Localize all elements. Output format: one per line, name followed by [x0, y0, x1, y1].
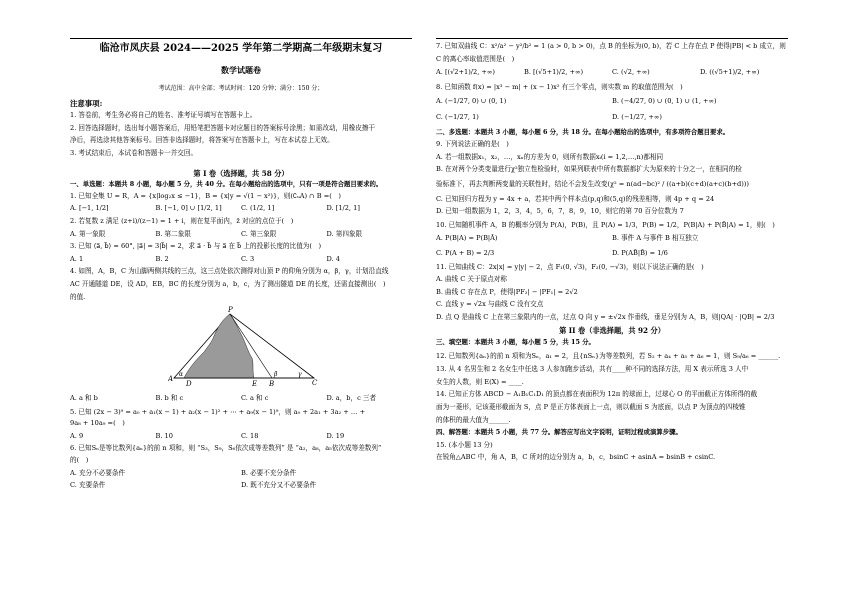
- label-gamma: γ: [298, 371, 302, 379]
- option: A. 第一象限: [70, 229, 106, 238]
- option: B. 2: [155, 254, 169, 263]
- q5-stem-line: 9a₈ + 10a₉ =( ): [70, 419, 125, 428]
- section3-heading: 三、填空题：本题共 3 小题，每小题 5 分，共 15 分。: [436, 338, 595, 347]
- option: A. a 和 b: [70, 394, 98, 403]
- option: B. (−4/27, 0) ∪ (0, 1) ∪ (1, +∞): [612, 97, 717, 106]
- q1-stem: 1. 已知全集 U = R，A = {x|log₂x ≤ −1}，B = {x|y = √(1 − x²)}，则(∁ᵤA) ∩ B =( ): [70, 191, 341, 200]
- option: A. [(√2+1)/2, +∞): [436, 68, 495, 77]
- label-B: B: [269, 380, 275, 387]
- option: B. [−1, 0] ∪ [1/2, 1]: [155, 204, 222, 213]
- right-column: [436, 42, 788, 463]
- section4-heading: 四、解答题：本题共 5 小题，共 77 分。解答应写出文字说明，证明过程或演算步骤。: [436, 428, 682, 437]
- option: A. 充分不必要条件: [70, 468, 126, 477]
- q3-options: [70, 255, 412, 265]
- mountain-figure: [70, 306, 412, 418]
- option: D. 4: [326, 254, 340, 263]
- option: A. (−1/27, 0) ∪ (0, 1): [436, 97, 507, 106]
- q11-line: 11. 已知曲线 C：2x|x| = y|y| − 2，点 F₁(0, √3)，F₂(0, −√3)，则以下说法正确的是( ): [436, 262, 704, 271]
- option: A. 1: [70, 254, 84, 263]
- option: D. P(AB̄|B̄) = 1/6: [612, 248, 668, 257]
- q9-line: B. 在对两个分类变量进行χ²独立性检验时，如果列联表中所有数据都扩大为原来的十分之一，在相同的检: [436, 165, 742, 174]
- option: A. [−1, 1/2]: [70, 204, 109, 213]
- label-E: E: [252, 380, 258, 387]
- q10-options-row1: [436, 234, 788, 244]
- q14-line: 面为一菱形，记该菱形截面为 S，点 P 是正方体表面上一点，则以截面 S 为底面，以点 P 为顶点的四棱锥: [436, 403, 746, 412]
- label-C: C: [312, 379, 318, 387]
- q11-line: B. 曲线 C 存在点 P，使得|PF₂| − |PF₁| = 2√2: [436, 287, 578, 296]
- option: C. (1/2, 1]: [241, 204, 275, 213]
- q7-stem-line: 7. 已知双曲线 C：x²/a² − y²/b² = 1 (a > 0, b > 0)，点 B 的坐标为(0, b)，若 C 上存在点 P 使得|PB| < b 成立，则: [436, 42, 786, 50]
- q11-line: C. 直线 y = √2x 与曲线 C 没有交点: [436, 300, 544, 309]
- q9-line: C. 已知回归方程为 y = 4x + a，若其中两个样本点(p,q)和(5,q)的残差相等，则 4p + q = 24: [436, 194, 715, 203]
- option: B. [(√5+1)/2, +∞): [524, 68, 584, 77]
- q15-line: 在锐角△ABC 中，角 A，B，C 所对的边分别为 a，b，c，bsinC + asinA = bsinB + csinC.: [436, 453, 716, 462]
- exam-subtitle: 数学试题卷: [221, 65, 261, 75]
- q5-options: [70, 432, 412, 442]
- notice-item: 净后，再选涂其他答案标号。回答非选择题时，将答案写在答题卡上，写在本试卷上无效。: [70, 136, 334, 145]
- q9-line: 验标准下，再去判断两变量的关联性时，结论不会发生改变(χ² = n(ad−bc)² / ((a+b)(c+d)(a+c)(b+d))): [436, 179, 749, 188]
- q12-stem: 12. 已知数列{aₙ}的前 n 项和为Sₙ，a₁ = 2，且{nSₙ}为等差数列，若 S₂ + a₄ + a₅ + a₆ = 1，则 S₉/a₆ = ______.: [436, 351, 781, 360]
- section1-heading: 一、单选题：本题共 8 小题，每小题 5 分，共 40 分。在每小题给出的选项中，只有一项是符合题目要求的。: [70, 180, 383, 189]
- option: B. b 和 c: [155, 394, 184, 403]
- q9-line: D. 已知一组数据为 1，2，3，4，5，6，7，8，9，10，则它的第 70 百分位数为 7: [436, 207, 684, 216]
- q9-line: 9. 下列说法正确的是( ): [436, 140, 509, 149]
- option: B. 10: [155, 431, 173, 440]
- option: D. [1/2, 1]: [326, 204, 360, 213]
- left-column: [70, 36, 412, 491]
- part1-heading: 第 I 卷（选择题，共 58 分）: [193, 168, 289, 178]
- q1-options: [70, 204, 412, 214]
- label-P: P: [228, 306, 233, 315]
- notice-heading: 注意事项:: [70, 98, 103, 108]
- q9-line: A. 若一组数据x₁，x₂，…，xₙ的方差为 0，则所有数据xᵢ(i = 1,2,…,n)都相同: [436, 152, 664, 161]
- option: C. (−1/27, 1): [436, 112, 479, 121]
- option: B. 事件 A 与事件 B 相互独立: [612, 234, 699, 243]
- q6-stem-line: 6. 已知Sₙ是等比数列{aₙ}的前 n 项和，则 “S₃，S₉，S₆依次成等差数列” 是 “a₂，a₈，a₅依次成等差数列”: [70, 444, 382, 453]
- q14-line: 的体积的最大值为______.: [436, 415, 511, 424]
- q7-options: [436, 68, 788, 78]
- q4-stem-line: 的值.: [70, 292, 86, 301]
- exam-title: 临沧市凤庆县 2024——2025 学年第二学期高二年级期末复习: [99, 43, 383, 54]
- q4-stem-line: AC 开通隧道 DE，设 AD，EB，BC 的长度分别为 a，b，c，为了测出隧道 DE 的长度，还需直接测出( ): [70, 279, 386, 288]
- q8-stem: 8. 已知函数 f(x) = |x³ − m| + (x − 1)x² 有三个零点，则实数 m 的取值范围为( ): [436, 82, 683, 91]
- option: D. a，b，c 三者: [326, 394, 377, 403]
- label-alpha: α: [179, 371, 184, 379]
- exam-info: 考试范围：高中全部；考试时间：120 分钟；满分：150 分；: [158, 85, 324, 92]
- header-rule-right: [436, 38, 788, 39]
- option: C. a 和 c: [241, 394, 269, 403]
- q6-options-row1: [70, 469, 412, 479]
- q6-stem-line: 的( ): [70, 456, 89, 465]
- option: A. 9: [70, 431, 84, 440]
- q8-options-row2: [436, 113, 788, 123]
- q6-options-row2: [70, 481, 412, 491]
- q3-stem: 3. 已知 ⟨a⃗, b⃗⟩ = 60°, |a⃗| = 3|b⃗| = 2，求 a⃗ · b⃗ 与 a⃗ 在 b⃗ 上的投影长度的比值为( ): [70, 242, 322, 251]
- q10-options-row2: [436, 249, 788, 259]
- q7-stem-line: C 的离心率取值范围是( ): [436, 54, 515, 63]
- option: C. 3: [241, 254, 255, 263]
- option: B. 必要不充分条件: [241, 468, 297, 477]
- option: D. (−1/27, +∞): [612, 112, 662, 121]
- option: D. 第四象限: [326, 229, 363, 238]
- option: C. 充要条件: [70, 481, 106, 490]
- notice-item: 1. 答卷前，考生务必将自己的姓名、准考证号填写在答题卡上。: [70, 111, 257, 120]
- q10-stem: 10. 已知随机事件 A，B 的概率分别为 P(A)，P(B)，且 P(A) = 1/3，P(B) = 1/2，P(B|A) + P(B̄|A) = 1，则( ): [436, 220, 775, 229]
- q8-options-row1: [436, 97, 788, 107]
- option: C. P(A + B) = 2/3: [436, 248, 495, 257]
- q13-line: 13. 从 4 名男生和 2 名女生中任选 3 人参加跑步活动，共有____种不同的选择方法，用 X 表示所选 3 人中: [436, 365, 749, 374]
- label-beta: β: [274, 371, 278, 379]
- q2-options: [70, 230, 412, 240]
- q5-stem-line: 5. 已知 (2x − 3)⁹ = a₀ + a₁(x − 1) + a₂(x − 1)² + ⋯ + a₉(x − 1)⁹，则 a₀ + 2a₁ + 3a₂ + … +: [70, 407, 366, 416]
- notice-item: 2. 回答选择题时，选出每小题答案后，用铅笔把答题卡对应题目的答案标号涂黑；如需改动，用橡皮擦干: [70, 123, 376, 132]
- option: D. 既不充分又不必要条件: [241, 481, 317, 490]
- option: C. 第三象限: [241, 229, 277, 238]
- option: C. (√2, +∞): [612, 68, 650, 77]
- option: D. ((√5+1)/2, +∞): [700, 68, 760, 77]
- q2-stem: 2. 若复数 z 满足 (z+i)/(z−1) = 1 + i，则在复平面内，z̄ 对应的点位于( ): [70, 216, 294, 225]
- q15-line: 15. (本小题 13 分): [436, 440, 493, 449]
- q13-line: 女生的人数，则 E(X) = ____.: [436, 377, 524, 386]
- q14-line: 14. 已知正方体 ABCD − A₁B₁C₁D₁ 的顶点都在表面积为 12π 的球面上，过球心 O 的平面截正方体所得的截: [436, 390, 758, 399]
- option: C. 18: [241, 431, 259, 440]
- label-A: A: [168, 375, 174, 384]
- notice-item: 3. 考试结束后，本试卷和答题卡一并交回。: [70, 148, 198, 157]
- section2-heading: 二、多选题：本题共 3 小题，每小题 6 分，共 18 分。在每小题给出的选项中，有多项符合题目要求。: [436, 127, 730, 136]
- label-D: D: [186, 380, 192, 387]
- q11-line: D. 点 Q 是曲线 C 上在第三象限内的一点，过点 Q 向 y = ±√2x 作垂线，垂足分别为 A，B，则|QA| · |QB| = 2/3: [436, 312, 775, 321]
- option: A. P(B|A) = P(B|Ā): [436, 234, 498, 243]
- part2-heading: 第 II 卷（非选择题，共 92 分）: [559, 326, 665, 336]
- q4-stem-line: 4. 如图，A，B，C 为山脚两侧共线的三点，这三点处依次测得对山顶 P 的仰角分别为 α，β，γ，计划沿直线: [70, 267, 389, 276]
- q11-line: A. 曲线 C 关于原点对称: [436, 275, 507, 284]
- mountain-diagram: [168, 306, 318, 386]
- option: B. 第二象限: [155, 229, 191, 238]
- option: D. 19: [326, 431, 345, 440]
